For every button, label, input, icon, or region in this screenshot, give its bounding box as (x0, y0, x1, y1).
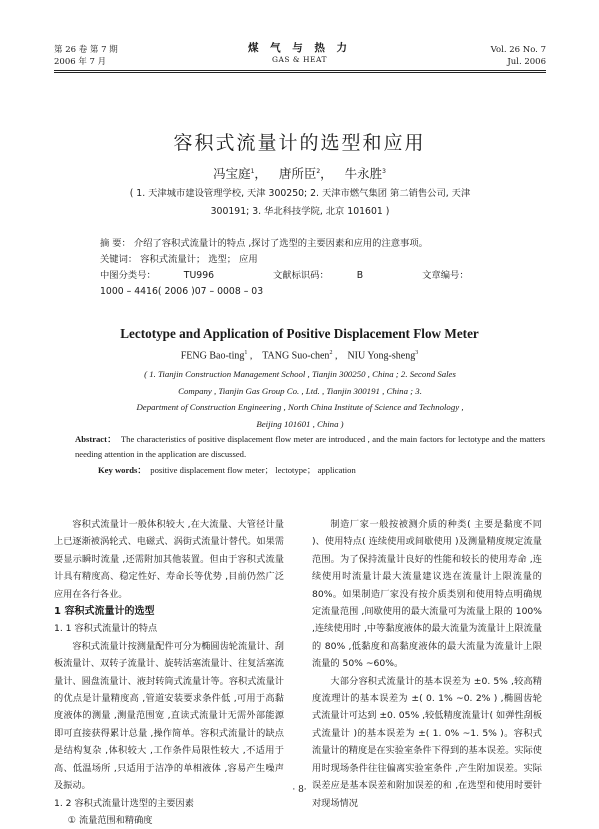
paper-title-cn: 容积式流量计的选型和应用 (173, 132, 426, 154)
affiliation-en-line: Company , Tianjin Gas Group Co. , Ltd. , Tianjin 300191 , China ; 3. (178, 385, 422, 396)
authors-en: FENG Bao-ting$^1$ , TANG Suo-chen$^2$ , NIU Yong-sheng$^3$ (180, 350, 419, 362)
author-sup: 3 (382, 167, 386, 175)
affiliation-en-line: ( 1. Tianjin Construction Management School , Tianjin 300250 , China ; 2. Second Sales (144, 369, 456, 379)
doc-code-label: 文献标识码： (273, 270, 329, 281)
clc-label: 中图分类号： (100, 270, 156, 281)
volume-issue: 第 26 卷 第 7 期 (54, 45, 118, 55)
body-column-left (54, 516, 284, 829)
journal-name-en: GAS & HEAT (271, 55, 327, 64)
author-sup: 1 (250, 167, 255, 175)
author-sup-en: 3 (415, 350, 419, 356)
subsection-heading: 1. 1 容积式流量计的特点 (54, 623, 158, 635)
article-no-label: 文章编号： (422, 270, 469, 281)
author-name-en: FENG Bao-ting (180, 350, 245, 362)
abstract-en-text: The characteristics of positive displacement flow meter are introduced , and the main factors for lectotype and the matters needing attention in the application are discussed. (75, 434, 545, 459)
body-paragraph: 大部分容积式流量计的基本误差为 ±0. 5% ,较高精度流理计的基本误差为 ±( 0. 1% ~0. 2% ) ,椭圆齿轮式流量计可达到 ±0. 05% ,较低精度流量计( 如弹性刮板式流量计 )的基本误差为 ±( 1. 0% ~1. 5% )。容积式流量计的精度是在实验室条件下得到的基本误差。实际使用时现场条件往往偏离实验室条件 ,产生附加误差。实际误差应是基本误差和附加误差的和 ,在选型和使用时要针对现场情况 (312, 675, 542, 809)
authors-cn: 冯宝庭$^1$， 唐所臣$^2$， 牛永胜$^3$ (213, 166, 386, 181)
page-number: · 8· (292, 785, 307, 795)
journal-issue-right (491, 44, 546, 68)
keywords-en-label: Key words： (98, 465, 146, 475)
abstract-cn (100, 236, 520, 300)
keywords-cn: 容积式流量计； 选型； 应用 (140, 254, 258, 265)
author-name-en: NIU Yong-sheng (347, 350, 416, 362)
abstract-cn-label: 摘 要： (100, 238, 131, 249)
abstract-cn-row (100, 236, 520, 252)
article-no-value: 1000 – 4416( 2006 )07 – 0008 – 03 (100, 286, 264, 297)
journal-name-cn: 煤 气 与 热 力 (247, 42, 352, 54)
author-sup-en: 2 (329, 350, 333, 356)
affiliation-en-line: Department of Construction Engineering , North China Institute of Science and Technology , (136, 402, 464, 412)
keywords-cn-row (100, 252, 520, 268)
affiliation-en-line: Beijing 101601 , China ) (256, 418, 344, 429)
keywords-en-row (98, 464, 538, 476)
abstract-en-label: Abstract： (75, 434, 117, 444)
body-paragraph: 容积式流量计按测量配件可分为椭圆齿轮流量计、刮板流量计、双转子流量计、旋转活塞流量计、往复活塞流量计、圆盘流量计、液封转筒式流量计等。容积式流量计的优点是计量精度高 ,管道安装要求条件低 ,可用于高黏度液体的测量 ,测量范围宽 ,直读式流量计无需外部能源即可直接获得累计总量 ,操作简单。容积式流量计的缺点是结构复杂 ,体积较大 ,工作条件局限性较大 ,不适用于高、低温场所 ,只适用于洁净的单相液体 ,容易产生噪声及振动。 (54, 640, 284, 792)
clc-value: TU996 (183, 270, 215, 281)
issue-date-en: Jul. 2006 (507, 57, 546, 67)
doc-code-value: B (356, 270, 364, 281)
keywords-cn-label: 关键词： (100, 254, 138, 265)
author-name: 牛永胜 (344, 166, 383, 181)
list-item-heading: ① 流量范围和精确度 (67, 814, 153, 826)
classification-row (100, 268, 520, 300)
author-name: 冯宝庭 (213, 166, 251, 181)
header-rule (54, 70, 546, 71)
affiliation-cn-line: ( 1. 天津城市建设管理学校, 天津 300250; 2. 天津市燃气集团 第二销售公司, 天津 (129, 188, 471, 199)
author-name: 唐所臣 (278, 166, 317, 181)
affiliation-cn-line: 300191; 3. 华北科技学院, 北京 101601 ) (210, 206, 390, 217)
body-paragraph: 容积式流量计一般体积较大 ,在大流量、大管径计量上已逐渐被涡轮式、电磁式、涡街式流量计替代。如果需要显示瞬时流量 ,还需附加其他装置。但由于容积式流量计具有精度高、稳定性好、寿命长等优势 ,目前仍然广泛应用在各行各业。 (54, 519, 284, 600)
header-rule-second (54, 72, 546, 73)
affiliation-en (110, 366, 490, 432)
body-paragraph: 制造厂家一般按被测介质的种类( 主要是黏度不同 )、使用特点( 连续使用或间歇使用 )及测量精度规定流量范围。为了保持流量计良好的性能和较长的使用寿命 ,连续使用时流量计最大流量建议选在流量计上限流量的 80%。如果制造厂家没有按介质类别和使用特点明确规定流量范围 ,间歇使用的最大流量可为流量上限的 100% ,连续使用时 ,中等黏度液体的最大流量为流量计上限流量的 80% ,低黏度和高黏度液体的最大流量为流量计上限流量的 50% ~60%。 (312, 519, 542, 670)
author-name-en: TANG Suo-chen (262, 350, 330, 362)
section-heading: 1 容积式流量计的选型 (54, 606, 155, 618)
subsection-heading: 1. 2 容积式流量计选型的主要因素 (54, 797, 194, 809)
abstract-cn-text: 介绍了容积式流量计的特点 ,探讨了选型的主要因素和应用的注意事项。 (133, 238, 428, 249)
volume-issue-en: Vol. 26 No. 7 (490, 45, 546, 55)
author-sup-en: 1 (244, 350, 248, 356)
author-sup: 2 (316, 167, 321, 175)
affiliation-cn (78, 185, 522, 221)
body-column-right (312, 516, 542, 812)
abstract-en (75, 432, 545, 462)
keywords-en: positive displacement flow meter； lectotype； application (150, 465, 356, 475)
issue-date: 2006 年 7 月 (54, 57, 107, 67)
paper-title-en: Lectotype and Application of Positive Displacement Flow Meter (120, 326, 479, 341)
